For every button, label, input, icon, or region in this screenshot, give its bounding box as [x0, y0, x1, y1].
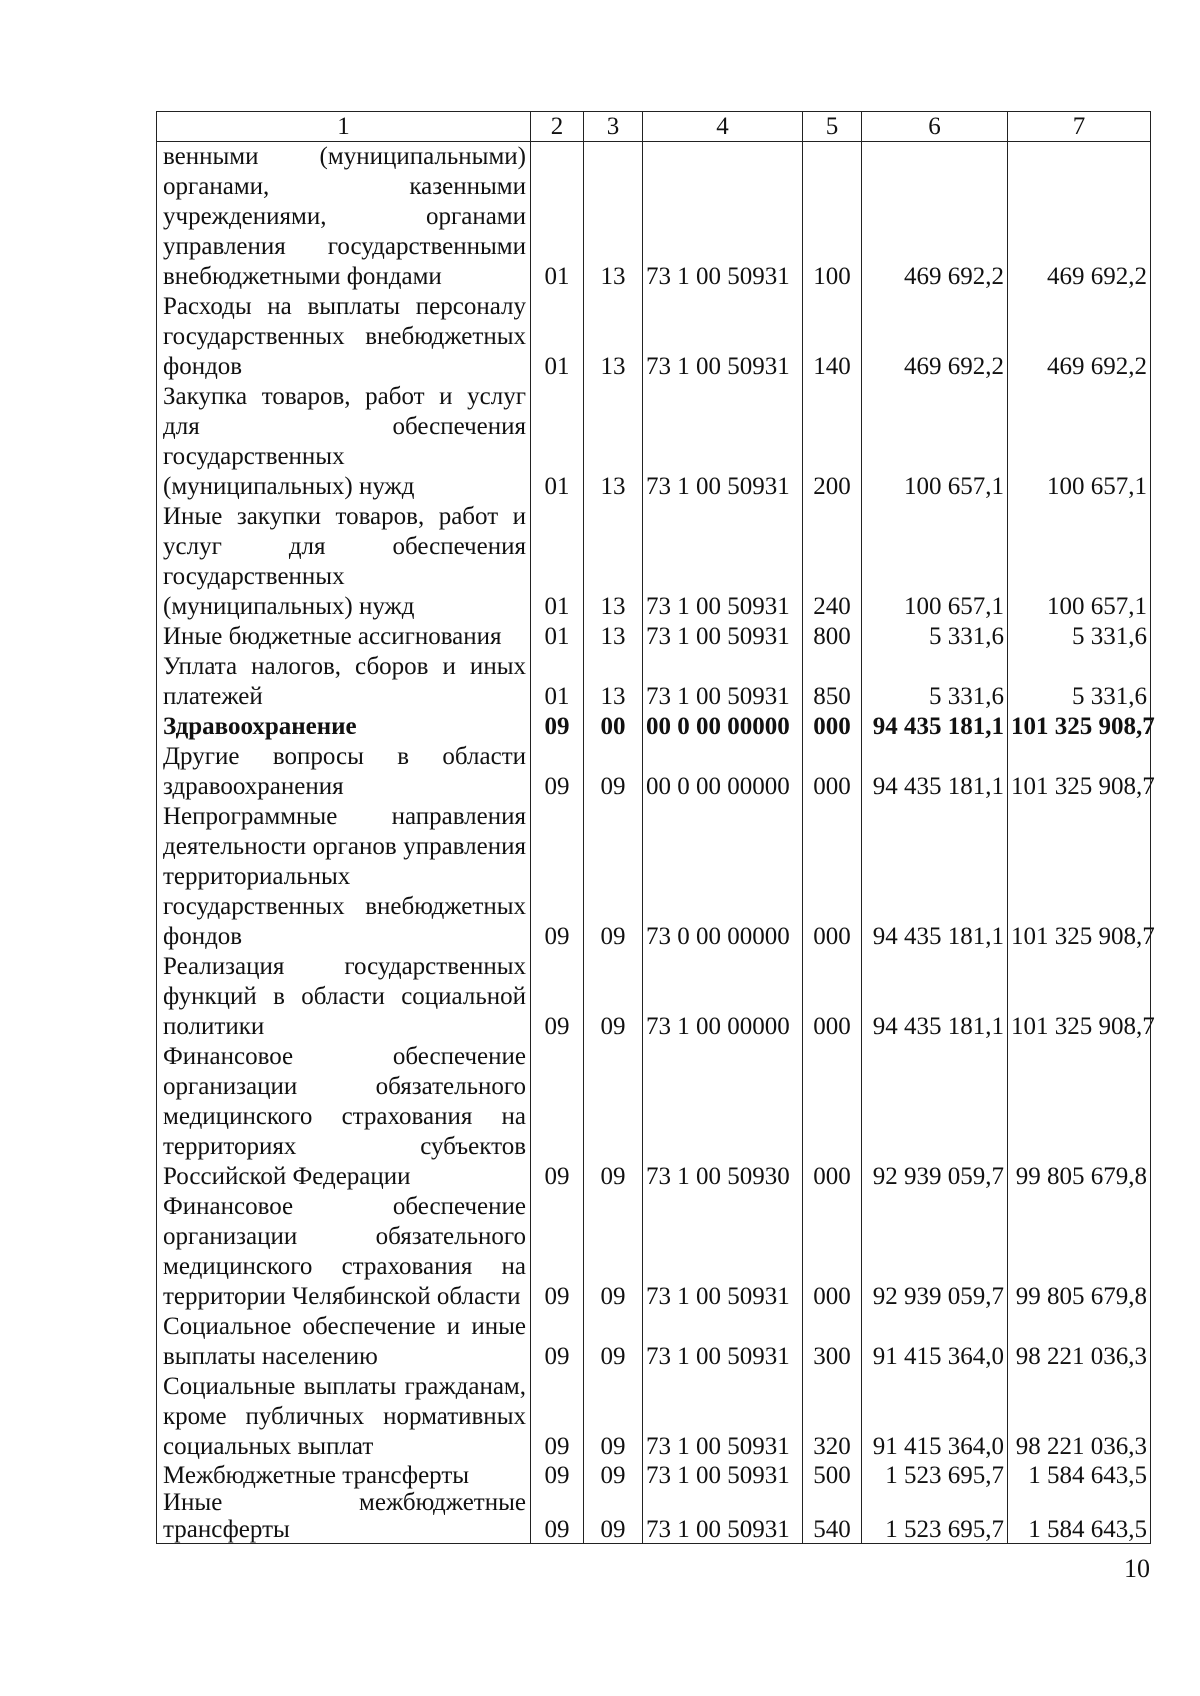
- expense-type-code: 850: [803, 652, 862, 712]
- table-body: [157, 142, 1155, 1544]
- table-row: [157, 382, 1151, 502]
- subsection-code: 09: [584, 1042, 643, 1192]
- subsection-code: 09: [584, 1462, 643, 1489]
- target-article-code: 73 1 00 50930: [643, 1042, 803, 1192]
- amount-year-2: 1 584 643,5: [1008, 1462, 1151, 1489]
- target-article-code: 73 1 00 50931: [643, 1312, 803, 1372]
- subsection-code: 13: [584, 652, 643, 712]
- target-article-code: 73 1 00 50931: [643, 1462, 803, 1489]
- section-code: 09: [531, 1372, 584, 1462]
- section-code: 09: [531, 802, 584, 952]
- expense-type-code: 320: [803, 1372, 862, 1462]
- line-item-name: Иные межбюджетные трансферты: [157, 1489, 531, 1544]
- table-row: [157, 1042, 1151, 1192]
- section-code: 09: [531, 1489, 584, 1544]
- section-code: 09: [531, 712, 584, 742]
- expense-type-code: 200: [803, 382, 862, 502]
- target-article-code: 73 1 00 50931: [643, 292, 803, 382]
- section-code: 01: [531, 382, 584, 502]
- section-code: 01: [531, 142, 584, 293]
- amount-year-1: 469 692,2: [862, 292, 1008, 382]
- table-row: [157, 1192, 1151, 1312]
- subsection-code: 09: [584, 952, 643, 1042]
- amount-year-1: 91 415 364,0: [862, 1312, 1008, 1372]
- target-article-code: 00 0 00 00000: [643, 712, 803, 742]
- table-row: [157, 502, 1151, 622]
- amount-year-2: 1 584 643,5: [1008, 1489, 1151, 1544]
- table-row: [157, 952, 1151, 1042]
- subsection-code: 00: [584, 712, 643, 742]
- section-code: 09: [531, 1462, 584, 1489]
- amount-year-1: 94 435 181,1: [862, 802, 1008, 952]
- amount-year-1: 92 939 059,7: [862, 1192, 1008, 1312]
- amount-year-2: 469 692,2: [1008, 142, 1151, 293]
- amount-year-1: 469 692,2: [862, 142, 1008, 293]
- section-code: 01: [531, 292, 584, 382]
- amount-year-1: 94 435 181,1: [862, 742, 1008, 802]
- subsection-code: 09: [584, 1192, 643, 1312]
- target-article-code: 00 0 00 00000: [643, 742, 803, 802]
- line-item-name: Иные закупки товаров, работ и услуг для обеспечения государственных (муниципальных) нужд: [157, 502, 531, 622]
- amount-year-1: 94 435 181,1: [862, 712, 1008, 742]
- section-code: 01: [531, 502, 584, 622]
- line-item-name: Финансовое обеспечение организации обязательного медицинского страхования на территориях субъектов Российской Федерации: [157, 1042, 531, 1192]
- expense-type-code: 000: [803, 952, 862, 1042]
- table-row: [157, 292, 1151, 382]
- line-item-name: Социальные выплаты гражданам, кроме публичных нормативных социальных выплат: [157, 1372, 531, 1462]
- amount-year-2: 99 805 679,8: [1008, 1192, 1151, 1312]
- column-header-6: 6: [862, 112, 1008, 142]
- expense-type-code: 800: [803, 622, 862, 652]
- line-item-name: Социальное обеспечение и иные выплаты населению: [157, 1312, 531, 1372]
- subsection-code: 13: [584, 382, 643, 502]
- line-item-name: Межбюджетные трансферты: [157, 1462, 531, 1489]
- target-article-code: 73 1 00 50931: [643, 1489, 803, 1544]
- target-article-code: 73 1 00 50931: [643, 382, 803, 502]
- subsection-code: 09: [584, 802, 643, 952]
- table-row: [157, 742, 1151, 802]
- amount-year-2: 99 805 679,8: [1008, 1042, 1151, 1192]
- target-article-code: 73 1 00 50931: [643, 622, 803, 652]
- amount-year-1: 5 331,6: [862, 652, 1008, 712]
- amount-year-1: 94 435 181,1: [862, 952, 1008, 1042]
- table-row: [157, 142, 1151, 293]
- line-item-name: Здравоохранение: [157, 712, 531, 742]
- expense-type-code: 140: [803, 292, 862, 382]
- column-header-7: 7: [1008, 112, 1151, 142]
- subsection-code: 13: [584, 622, 643, 652]
- table-row: [157, 1489, 1151, 1544]
- expense-type-code: 240: [803, 502, 862, 622]
- target-article-code: 73 1 00 50931: [643, 502, 803, 622]
- expense-type-code: 000: [803, 802, 862, 952]
- amount-year-1: 91 415 364,0: [862, 1372, 1008, 1462]
- section-code: 09: [531, 1042, 584, 1192]
- column-header-4: 4: [643, 112, 803, 142]
- amount-year-2: 101 325 908,7: [1008, 802, 1151, 952]
- amount-year-1: 92 939 059,7: [862, 1042, 1008, 1192]
- amount-year-2: 101 325 908,7: [1008, 742, 1151, 802]
- line-item-name: Финансовое обеспечение организации обязательного медицинского страхования на территории Челябинской области: [157, 1192, 531, 1312]
- amount-year-1: 100 657,1: [862, 502, 1008, 622]
- expense-type-code: 100: [803, 142, 862, 293]
- amount-year-1: 5 331,6: [862, 622, 1008, 652]
- section-code: 01: [531, 622, 584, 652]
- amount-year-2: 100 657,1: [1008, 382, 1151, 502]
- expense-type-code: 000: [803, 742, 862, 802]
- subsection-code: 13: [584, 292, 643, 382]
- expense-type-code: 000: [803, 1042, 862, 1192]
- table-row: [157, 1372, 1151, 1462]
- table-row: [157, 802, 1151, 952]
- amount-year-2: 98 221 036,3: [1008, 1372, 1151, 1462]
- expense-type-code: 500: [803, 1462, 862, 1489]
- amount-year-2: 101 325 908,7: [1008, 712, 1151, 742]
- line-item-name: Закупка товаров, работ и услуг для обеспечения государственных (муниципальных) нужд: [157, 382, 531, 502]
- table-row: [157, 712, 1151, 742]
- target-article-code: 73 1 00 50931: [643, 652, 803, 712]
- line-item-name: Расходы на выплаты персоналу государственных внебюджетных фондов: [157, 292, 531, 382]
- line-item-name: Другие вопросы в области здравоохранения: [157, 742, 531, 802]
- subsection-code: 13: [584, 502, 643, 622]
- table-row: [157, 1462, 1151, 1489]
- amount-year-2: 5 331,6: [1008, 622, 1151, 652]
- subsection-code: 09: [584, 1489, 643, 1544]
- amount-year-2: 101 325 908,7: [1008, 952, 1151, 1042]
- target-article-code: 73 1 00 50931: [643, 142, 803, 293]
- amount-year-1: 1 523 695,7: [862, 1489, 1008, 1544]
- table-row: [157, 652, 1151, 712]
- expense-type-code: 000: [803, 712, 862, 742]
- table-row: [157, 1312, 1151, 1372]
- column-header-5: 5: [803, 112, 862, 142]
- line-item-name: Непрограммные направления деятельности органов управления территориальных государственных внебюджетных фондов: [157, 802, 531, 952]
- page-number: 10: [1124, 1554, 1150, 1583]
- subsection-code: 09: [584, 1312, 643, 1372]
- section-code: 09: [531, 1312, 584, 1372]
- target-article-code: 73 1 00 50931: [643, 1372, 803, 1462]
- section-code: 09: [531, 742, 584, 802]
- expense-type-code: 300: [803, 1312, 862, 1372]
- column-header-2: 2: [531, 112, 584, 142]
- amount-year-2: 5 331,6: [1008, 652, 1151, 712]
- expense-type-code: 000: [803, 1192, 862, 1312]
- amount-year-2: 98 221 036,3: [1008, 1312, 1151, 1372]
- line-item-name: Иные бюджетные ассигнования: [157, 622, 531, 652]
- section-code: 09: [531, 1192, 584, 1312]
- amount-year-2: 469 692,2: [1008, 292, 1151, 382]
- target-article-code: 73 0 00 00000: [643, 802, 803, 952]
- budget-table: [156, 111, 1155, 1544]
- target-article-code: 73 1 00 50931: [643, 1192, 803, 1312]
- section-code: 09: [531, 952, 584, 1042]
- line-item-name: Уплата налогов, сборов и иных платежей: [157, 652, 531, 712]
- subsection-code: 09: [584, 1372, 643, 1462]
- subsection-code: 09: [584, 742, 643, 802]
- amount-year-1: 100 657,1: [862, 382, 1008, 502]
- line-item-name: Реализация государственных функций в области социальной политики: [157, 952, 531, 1042]
- amount-year-1: 1 523 695,7: [862, 1462, 1008, 1489]
- table-row: [157, 622, 1151, 652]
- column-header-3: 3: [584, 112, 643, 142]
- table-header-row: [157, 112, 1151, 142]
- column-header-1: 1: [157, 112, 531, 142]
- line-item-name: венными (муниципальными) органами, казенными учреждениями, органами управления государственными внебюджетными фондами: [157, 142, 531, 293]
- amount-year-2: 100 657,1: [1008, 502, 1151, 622]
- expense-type-code: 540: [803, 1489, 862, 1544]
- subsection-code: 13: [584, 142, 643, 293]
- target-article-code: 73 1 00 00000: [643, 952, 803, 1042]
- section-code: 01: [531, 652, 584, 712]
